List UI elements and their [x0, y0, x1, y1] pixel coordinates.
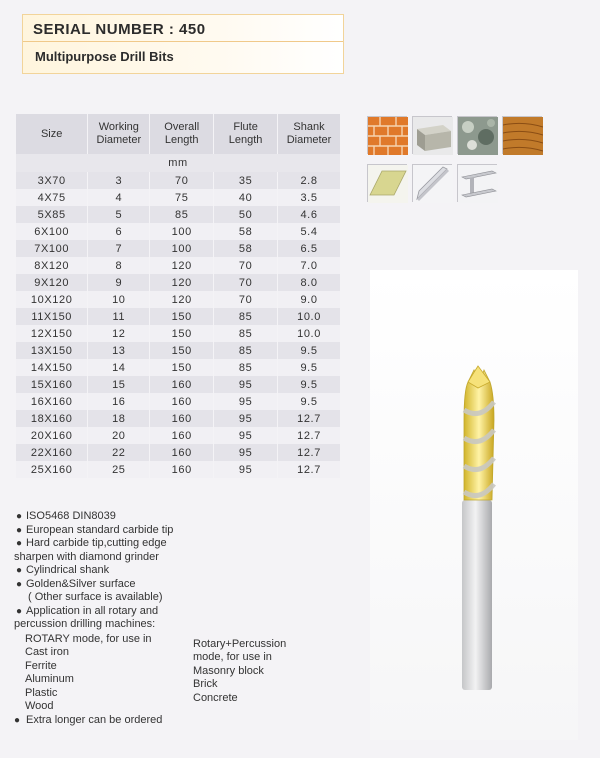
extra-note: ● Extra longer can be ordered [14, 714, 163, 726]
table-cell: 160 [150, 410, 214, 427]
table-cell: 120 [150, 257, 214, 274]
table-cell: 9X120 [16, 274, 88, 291]
list-item-continued: sharpen with diamond grinder [14, 550, 159, 563]
table-cell: 2.8 [278, 172, 341, 189]
table-cell: 150 [150, 359, 214, 376]
table-row [16, 342, 341, 359]
col-shank-diameter: Shank Diameter [278, 114, 341, 154]
table-row [16, 189, 341, 206]
table-cell: 58 [214, 223, 278, 240]
steel-beam-icon [457, 164, 497, 202]
table-cell: 13X150 [16, 342, 88, 359]
table-cell: 100 [150, 223, 214, 240]
specification-table [16, 114, 341, 478]
extra-note-text: Extra longer can be ordered [26, 714, 163, 726]
table-cell: 10X120 [16, 291, 88, 308]
product-subtitle: Multipurpose Drill Bits [35, 49, 174, 64]
table-cell: 20 [88, 427, 150, 444]
table-cell: 9 [88, 274, 150, 291]
list-item: Cast iron [25, 646, 70, 659]
table-cell: 100 [150, 240, 214, 257]
table-cell: 11X150 [16, 308, 88, 325]
table-cell: 160 [150, 393, 214, 410]
table-cell: 150 [150, 325, 214, 342]
table-cell: 6X100 [16, 223, 88, 240]
table-cell: 18X160 [16, 410, 88, 427]
table-cell: 3X70 [16, 172, 88, 189]
table-cell: 40 [214, 189, 278, 206]
table-cell: 10 [88, 291, 150, 308]
col-working-diameter: Working Diameter [88, 114, 150, 154]
table-cell: 3.5 [278, 189, 341, 206]
serial-number: SERIAL NUMBER : 450 [33, 21, 206, 38]
table-cell: 95 [214, 410, 278, 427]
table-cell: 9.5 [278, 359, 341, 376]
table-cell: 9.5 [278, 393, 341, 410]
unit-label: mm [16, 154, 341, 172]
list-item: Concrete [193, 691, 238, 704]
table-header-row [16, 114, 341, 154]
plastic-sheet-icon [367, 164, 407, 202]
table-cell: 18 [88, 410, 150, 427]
table-row [16, 206, 341, 223]
list-item: Plastic [25, 686, 58, 699]
table-row [16, 257, 341, 274]
table-cell: 50 [214, 206, 278, 223]
table-cell: 12 [88, 325, 150, 342]
table-cell: 160 [150, 427, 214, 444]
table-cell: 4.6 [278, 206, 341, 223]
table-cell: 85 [214, 359, 278, 376]
table-cell: 20X160 [16, 427, 88, 444]
table-cell: 7.0 [278, 257, 341, 274]
table-row [16, 223, 341, 240]
list-item: Brick [193, 678, 218, 691]
table-cell: 120 [150, 291, 214, 308]
table-cell: 5X85 [16, 206, 88, 223]
table-row [16, 172, 341, 189]
table-cell: 12.7 [278, 410, 341, 427]
table-cell: 12.7 [278, 427, 341, 444]
rotary-mode-list [25, 633, 152, 713]
table-row [16, 444, 341, 461]
table-cell: 95 [214, 393, 278, 410]
table-cell: 85 [150, 206, 214, 223]
table-row [16, 325, 341, 342]
table-cell: 16X160 [16, 393, 88, 410]
table-cell: 3 [88, 172, 150, 189]
table-cell: 11 [88, 308, 150, 325]
product-image-panel [370, 270, 578, 740]
table-cell: 85 [214, 342, 278, 359]
table-cell: 70 [214, 257, 278, 274]
feature-list [14, 510, 374, 632]
list-item: ● Cylindrical shank [16, 564, 110, 576]
table-cell: 5 [88, 206, 150, 223]
table-cell: 7 [88, 240, 150, 257]
table-cell: 95 [214, 427, 278, 444]
table-cell: 12.7 [278, 461, 341, 478]
table-cell: 8 [88, 257, 150, 274]
table-cell: 10.0 [278, 325, 341, 342]
list-item: Aluminum [25, 673, 74, 686]
rotary-heading: ROTARY mode, for use in [25, 633, 152, 645]
table-cell: 160 [150, 461, 214, 478]
table-cell: 6.5 [278, 240, 341, 257]
percussion-heading-cont: mode, for use in [193, 651, 272, 664]
percussion-heading: Rotary+Percussion [193, 638, 287, 650]
list-item-continued: percussion drilling machines: [14, 618, 156, 630]
drill-bit-image [370, 270, 578, 740]
col-flute-length: Flute Length [214, 114, 278, 154]
table-cell: 14X150 [16, 359, 88, 376]
table-cell: 8X120 [16, 257, 88, 274]
table-cell: 70 [214, 274, 278, 291]
table-cell: 4 [88, 189, 150, 206]
table-row [16, 376, 341, 393]
wood-icon [502, 116, 542, 154]
table-row [16, 308, 341, 325]
list-item: ● ISO5468 DIN8039 [16, 510, 116, 522]
table-cell: 14 [88, 359, 150, 376]
list-item: ● European standard carbide tip [16, 523, 174, 536]
aluminium-profile-icon [412, 164, 452, 202]
title-divider [23, 41, 343, 42]
table-row [16, 393, 341, 410]
list-item: ● Golden&Silver surface [16, 577, 136, 590]
table-cell: 15X160 [16, 376, 88, 393]
table-cell: 16 [88, 393, 150, 410]
table-cell: 95 [214, 444, 278, 461]
col-size: Size [16, 114, 88, 154]
table-row [16, 274, 341, 291]
table-cell: 22X160 [16, 444, 88, 461]
table-cell: 85 [214, 308, 278, 325]
table-cell: 70 [214, 291, 278, 308]
table-cell: 150 [150, 342, 214, 359]
table-cell: 9.5 [278, 376, 341, 393]
table-row [16, 291, 341, 308]
table-cell: 9.0 [278, 291, 341, 308]
table-cell: 6 [88, 223, 150, 240]
list-item: Masonry block [193, 664, 264, 677]
table-cell: 5.4 [278, 223, 341, 240]
table-row [16, 461, 341, 478]
table-cell: 120 [150, 274, 214, 291]
table-cell: 70 [150, 172, 214, 189]
stone-icon [457, 116, 497, 154]
table-cell: 35 [214, 172, 278, 189]
table-cell: 150 [150, 308, 214, 325]
percussion-mode-list [193, 638, 286, 705]
title-block [22, 14, 344, 74]
table-cell: 4X75 [16, 189, 88, 206]
table-cell: 85 [214, 325, 278, 342]
list-item: ● Hard carbide tip,cutting edge [16, 537, 167, 549]
table-cell: 95 [214, 461, 278, 478]
list-item: ● Application in all rotary and [16, 604, 159, 617]
table-row [16, 240, 341, 257]
table-cell: 12.7 [278, 444, 341, 461]
table-cell: 25 [88, 461, 150, 478]
table-cell: 13 [88, 342, 150, 359]
table-cell: 7X100 [16, 240, 88, 257]
table-cell: 10.0 [278, 308, 341, 325]
list-item-continued: ( Other surface is available) [28, 591, 163, 603]
list-item: Wood [25, 700, 54, 713]
table-cell: 25X160 [16, 461, 88, 478]
table-cell: 9.5 [278, 342, 341, 359]
table-cell: 58 [214, 240, 278, 257]
table-cell: 22 [88, 444, 150, 461]
unit-row [16, 154, 341, 172]
brick-wall-icon [367, 116, 407, 154]
table-cell: 8.0 [278, 274, 341, 291]
concrete-block-icon [412, 116, 452, 154]
table-cell: 95 [214, 376, 278, 393]
table-cell: 160 [150, 444, 214, 461]
list-item: Ferrite [25, 659, 57, 672]
table-cell: 75 [150, 189, 214, 206]
table-cell: 12X150 [16, 325, 88, 342]
table-row [16, 359, 341, 376]
table-cell: 15 [88, 376, 150, 393]
table-row [16, 427, 341, 444]
table-row [16, 410, 341, 427]
col-overall-length: Overall Length [150, 114, 214, 154]
table-cell: 160 [150, 376, 214, 393]
